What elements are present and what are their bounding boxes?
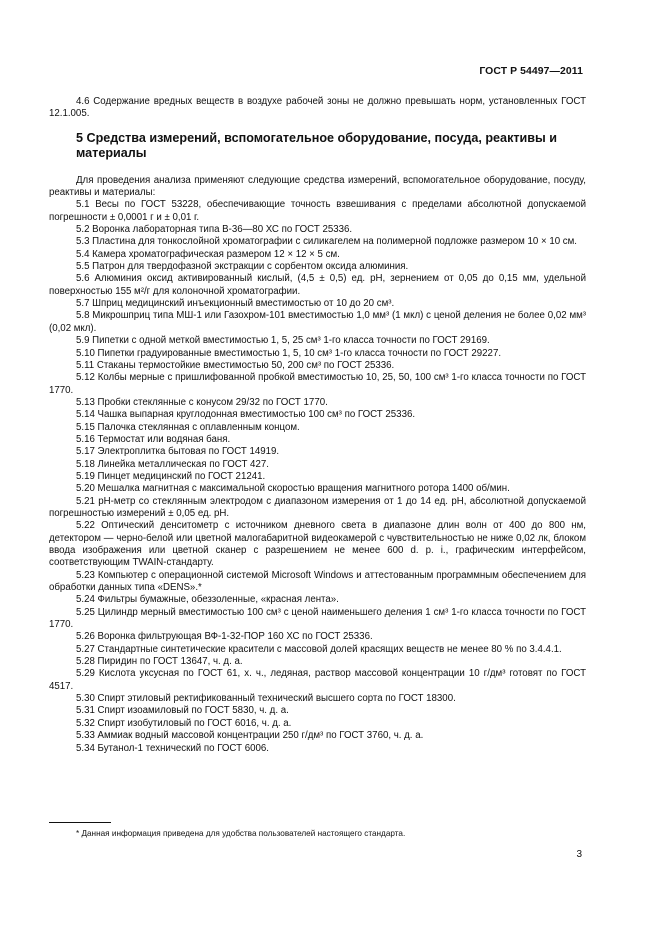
- list-item: 5.31 Спирт изоамиловый по ГОСТ 5830, ч. д. а.: [76, 705, 289, 717]
- list-item: 5.7 Шприц медицинский инъекционный вместимостью от 10 до 20 см³.: [76, 298, 395, 310]
- list-item: 5.10 Пипетки градуированные вместимостью 1, 5, 10 см³ 1-го класса точности по ГОСТ 29227.: [76, 347, 502, 359]
- list-item: 5.1 Весы по ГОСТ 53228, обеспечивающие точность взвешивания с пределами абсолютной допускаемой погрешности ± 0,0001 г и ± 0,01 г.: [49, 199, 586, 223]
- list-item: 5.2 Воронка лабораторная типа В-36—80 ХС по ГОСТ 25336.: [76, 224, 353, 236]
- list-item: 5.22 Оптический денситометр с источником дневного света в диапазоне длин волн от 400 до 800 нм, детектором — черно-белой или цветной малогабаритной видеокамерой с чувствительностью не ниже 0,02 лк, блоком ввода изображения или цветной сканер с разрешением не менее 600 d. p. i., графическим интерфейсом, соответствующим TWAIN-стандарту.: [49, 520, 586, 569]
- list-item: 5.26 Воронка фильтрующая ВФ-1-32-ПОР 160 ХС по ГОСТ 25336.: [76, 631, 373, 643]
- list-item: 5.20 Мешалка магнитная с максимальной скоростью вращения магнитного ротора 1400 об/мин.: [76, 483, 510, 495]
- list-item: 5.5 Патрон для твердофазной экстракции с сорбентом оксида алюминия.: [76, 261, 409, 273]
- list-item: 5.30 Спирт этиловый ректификованный технический высшего сорта по ГОСТ 18300.: [76, 693, 456, 705]
- list-item: 5.28 Пиридин по ГОСТ 13647, ч. д. а.: [76, 656, 243, 668]
- list-item: 5.9 Пипетки с одной меткой вместимостью 1, 5, 25 см³ 1-го класса точности по ГОСТ 29169.: [76, 335, 490, 347]
- list-item: 5.6 Алюминия оксид активированный кислый, (4,5 ± 0,5) ед. pH, зернением от 0,05 до 0,15 мм, удельной поверхностью 155 м²/г для колоночной хроматографии.: [49, 273, 586, 297]
- list-item: 5.18 Линейка металлическая по ГОСТ 427.: [76, 458, 269, 470]
- lead-paragraph: Для проведения анализа применяют следующие средства измерений, вспомогательное оборудование, посуду, реактивы и материалы:: [49, 174, 586, 199]
- list-item: 5.3 Пластина для тонкослойной хроматографии с силикагелем на полимерной подложке размером 10 × 10 см.: [76, 236, 577, 248]
- list-item: 5.17 Электроплитка бытовая по ГОСТ 14919.: [76, 446, 280, 458]
- list-item: 5.25 Цилиндр мерный вместимостью 100 см³ с ценой наименьшего деления 1 см³ 1-го класса точности по ГОСТ 1770.: [49, 606, 586, 631]
- document-header: ГОСТ Р 54497—2011: [479, 66, 583, 77]
- list-item: 5.29 Кислота уксусная по ГОСТ 61, х. ч., ледяная, раствор массовой концентрации 10 г/дм³ готовят по ГОСТ 4517.: [49, 668, 586, 692]
- list-item: 5.11 Стаканы термостойкие вместимостью 50, 200 см³ по ГОСТ 25336.: [76, 359, 395, 371]
- list-item: 5.32 Спирт изобутиловый по ГОСТ 6016, ч. д. а.: [76, 717, 292, 729]
- section-title: 5 Средства измерений, вспомогательное оборудование, посуда, реактивы и материалы: [76, 130, 558, 161]
- list-item: 5.33 Аммиак водный массовой концентрации 250 г/дм³ по ГОСТ 3760, ч. д. а.: [76, 730, 424, 742]
- list-item: 5.34 Бутанол-1 технический по ГОСТ 6006.: [76, 742, 269, 754]
- list-item: 5.24 Фильтры бумажные, обеззоленные, «красная лента».: [76, 594, 339, 606]
- footnote: * Данная информация приведена для удобства пользователей настоящего стандарта.: [76, 829, 406, 838]
- paragraph-4-6: 4.6 Содержание вредных веществ в воздухе рабочей зоны не должно превышать норм, установленных ГОСТ 12.1.005.: [49, 96, 586, 120]
- list-item: 5.4 Камера хроматографическая размером 12 × 12 × 5 см.: [76, 248, 340, 260]
- list-item: 5.19 Пинцет медицинский по ГОСТ 21241.: [76, 470, 266, 482]
- list-item: 5.14 Чашка выпарная круглодонная вместимостью 100 см³ по ГОСТ 25336.: [76, 409, 416, 421]
- list-item: 5.27 Стандартные синтетические красители с массовой долей красящих веществ не менее 80 % по 3.4.4.1.: [76, 643, 562, 655]
- document-body: [49, 96, 586, 755]
- list-item: 5.13 Пробки стеклянные с конусом 29/32 по ГОСТ 1770.: [76, 396, 328, 408]
- page-number: 3: [576, 849, 582, 860]
- list-item: 5.16 Термостат или водяная баня.: [76, 433, 231, 445]
- footnote-separator: [49, 822, 111, 823]
- list-item: 5.8 Микрошприц типа МШ-1 или Газохром-101 вместимостью 1,0 мм³ (1 мкл) с ценой деления не более 0,02 мм³ (0,02 мкл).: [49, 310, 586, 334]
- list-item: 5.21 рН-метр со стеклянным электродом с диапазоном измерения от 1 до 14 ед. pH, абсолютной допускаемой погрешностью измерений ± 0,05 ед. pH.: [49, 495, 586, 519]
- list-item: 5.23 Компьютер с операционной системой Microsoft Windows и аттестованным программным обеспечением для обработки данных типа «DENS».*: [49, 569, 586, 594]
- list-item: 5.15 Палочка стеклянная с оплавленным концом.: [76, 421, 300, 433]
- list-item: 5.12 Колбы мерные с пришлифованной пробкой вместимостью 10, 25, 50, 100 см³ 1-го класса точности по ГОСТ 1770.: [49, 372, 586, 396]
